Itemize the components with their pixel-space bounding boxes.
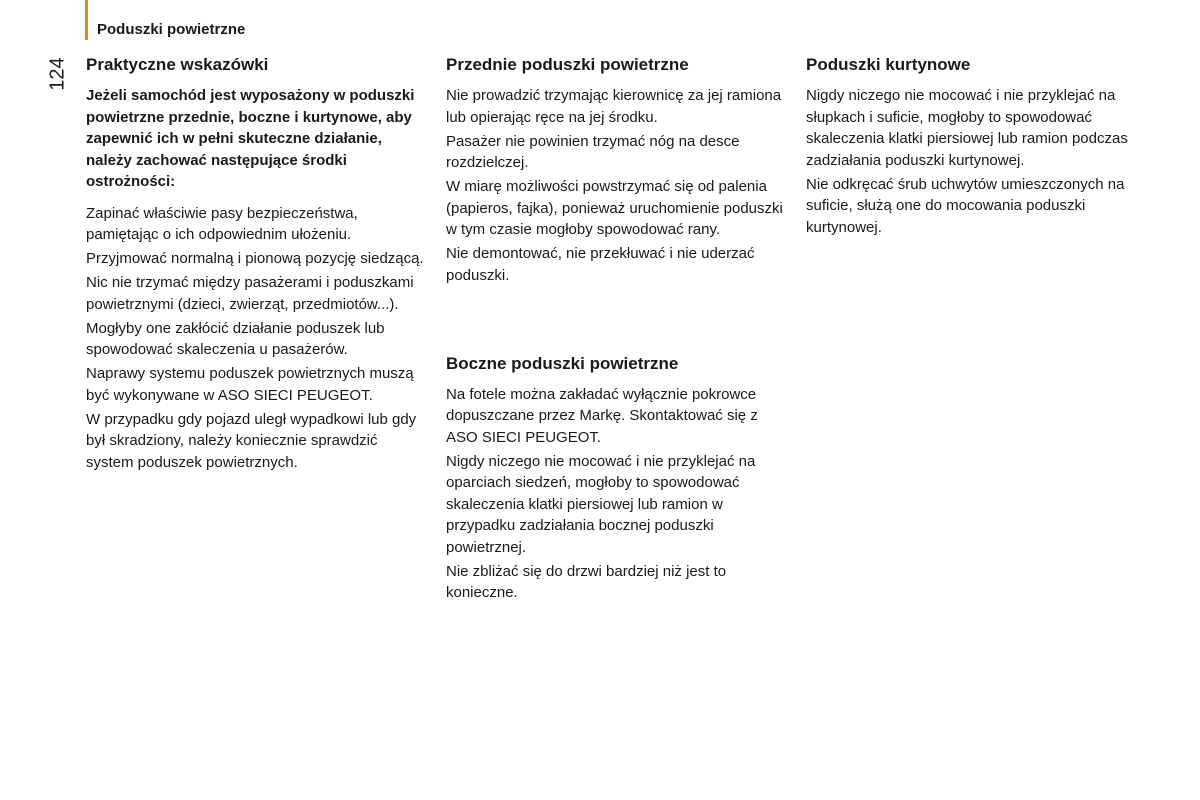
page-header-title: Poduszki powietrzne bbox=[97, 21, 246, 38]
column-practical-tips bbox=[86, 54, 426, 476]
section-spacer bbox=[446, 289, 791, 353]
paragraph: W miarę możliwości powstrzymać się od palenia (papieros, fajka), ponieważ uruchomienie poduszki w tym czasie mogłoby spowodować rany. bbox=[446, 178, 783, 238]
paragraph: Nigdy niczego nie mocować i nie przyklejać na słupkach i suficie, mogłoby to spowodować skaleczenia klatki piersiowej lub ramion podczas zadziałania poduszki kurtynowej. bbox=[806, 87, 1128, 169]
section-heading-curtain-airbags: Poduszki kurtynowe bbox=[806, 55, 971, 74]
header-accent-bar bbox=[85, 0, 88, 40]
paragraph: Naprawy systemu poduszek powietrznych muszą być wykonywane w ASO SIECI PEUGEOT. bbox=[86, 365, 414, 404]
paragraph: Mogłyby one zakłócić działanie poduszek lub spowodować skaleczenia u pasażerów. bbox=[86, 319, 385, 358]
section-heading-practical-tips: Praktyczne wskazówki bbox=[86, 55, 269, 74]
paragraph: Nie odkręcać śrub uchwytów umieszczonych na suficie, służą one do mocowania poduszki kurtynowej. bbox=[806, 175, 1125, 236]
paragraph: W przypadku gdy pojazd uległ wypadkowi lub gdy był skradziony, należy koniecznie sprawdzić system poduszek powietrznych. bbox=[86, 410, 417, 471]
paragraph: Nie zbliżać się do drzwi bardziej niż jest to konieczne. bbox=[446, 562, 727, 601]
paragraph: Nigdy niczego nie mocować i nie przyklejać na oparciach siedzeń, mogłoby to spowodować skaleczenia klatki piersiowej lub ramion w przypadku zadziałania bocznej poduszki powietrznej. bbox=[446, 452, 756, 556]
section-heading-side-airbags: Boczne poduszki powietrzne bbox=[446, 353, 679, 373]
column-curtain-airbags bbox=[806, 54, 1151, 241]
paragraph: Na fotele można zakładać wyłącznie pokrowce dopuszczane przez Markę. Skontaktować się z ASO SIECI PEUGEOT. bbox=[446, 385, 758, 446]
paragraph: Pasażer nie powinien trzymać nóg na desce rozdzielczej. bbox=[446, 132, 740, 171]
paragraph: Nie demontować, nie przekłuwać i nie uderzać poduszki. bbox=[446, 245, 755, 284]
paragraph: Zapinać właściwie pasy bezpieczeństwa, pamiętając o ich odpowiednim ułożeniu. bbox=[86, 204, 358, 243]
paragraph: Nie prowadzić trzymając kierownicę za jej ramiona lub opierając ręce na jej środku. bbox=[446, 87, 782, 126]
section-heading-front-airbags: Przednie poduszki powietrzne bbox=[446, 55, 689, 74]
column-front-side-airbags bbox=[446, 54, 791, 606]
page-number: 124 bbox=[46, 57, 69, 91]
paragraph: Przyjmować normalną i pionową pozycję siedzącą. bbox=[86, 250, 424, 267]
paragraph: Nic nie trzymać między pasażerami i poduszkami powietrznymi (dzieci, zwierząt, przedmiotów...). bbox=[86, 274, 414, 313]
section-intro-practical-tips: Jeżeli samochód jest wyposażony w poduszki powietrzne przednie, boczne i kurtynowe, aby zapewnić ich w pełni skuteczne działanie, należy zachować następujące środki ostrożności: bbox=[86, 87, 415, 190]
